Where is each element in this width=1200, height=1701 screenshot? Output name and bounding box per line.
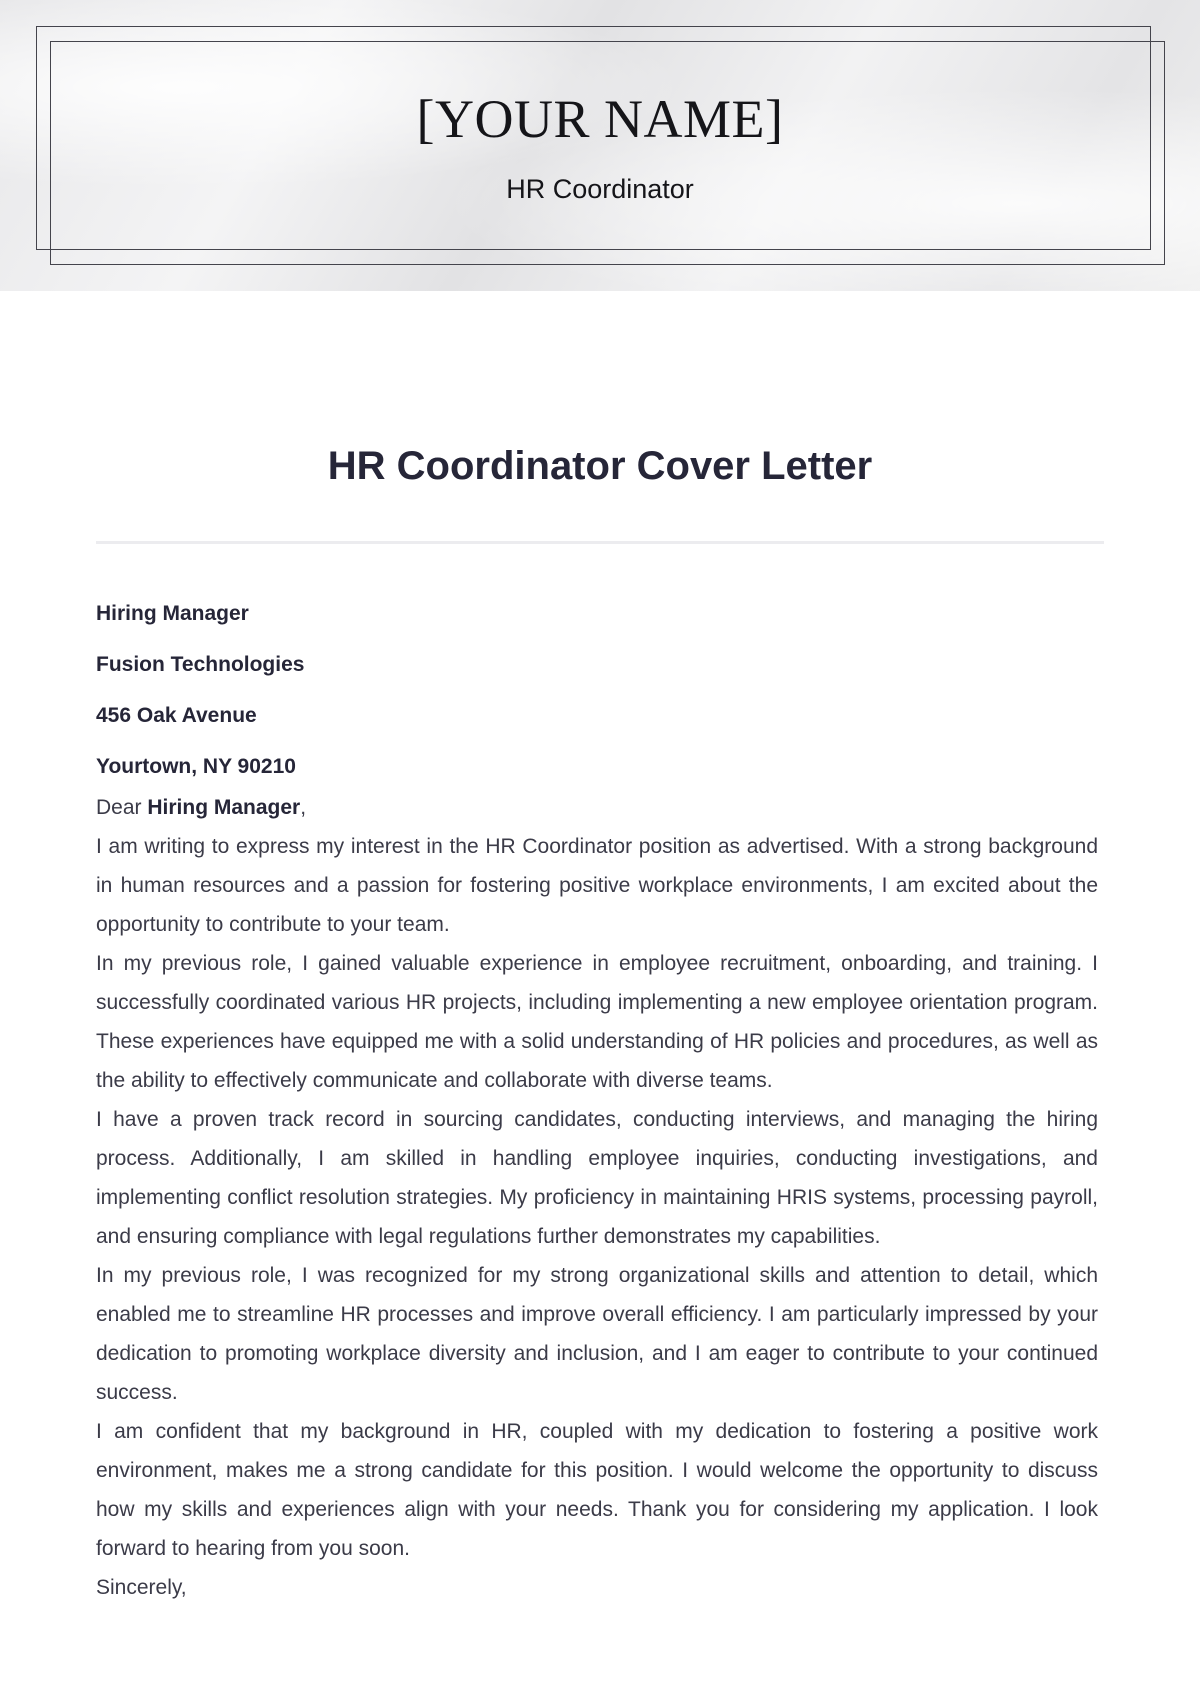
letter-closing: Sincerely, <box>96 1576 187 1599</box>
applicant-name: [YOUR NAME] <box>416 89 784 149</box>
document-title: HR Coordinator Cover Letter <box>327 444 873 488</box>
salutation <box>96 788 1098 827</box>
applicant-job-title: HR Coordinator <box>506 174 694 204</box>
recipient-city: Yourtown, NY 90210 <box>96 755 296 778</box>
letter-paragraph-4: In my previous role, I was recognized for my strong organizational skills and attention to detail, which enabled me to streamline HR processes and improve overall efficiency. I am particularly impressed by your dedication to promoting workplace diversity and inclusion, and I am eager to contribute to your continued success. <box>96 1264 1098 1404</box>
salutation-suffix: , <box>300 796 307 819</box>
salutation-prefix: Dear <box>96 796 142 819</box>
letter-body <box>96 788 1098 1607</box>
letter-paragraph-2: In my previous role, I gained valuable experience in employee recruitment, onboarding, and training. I successfully coordinated various HR projects, including implementing a new employee orientation program. These experiences have equipped me with a solid understanding of HR policies and procedures, as well as the ability to effectively communicate and collaborate with diverse teams. <box>96 952 1098 1092</box>
salutation-name: Hiring Manager <box>147 796 301 819</box>
recipient-name: Hiring Manager <box>96 602 249 625</box>
recipient-company: Fusion Technologies <box>96 653 305 676</box>
letter-paragraph-1: I am writing to express my interest in the HR Coordinator position as advertised. With a strong background in human resources and a passion for fostering positive workplace environments, I am excited about the opportunity to contribute to your team. <box>96 835 1098 936</box>
letter-paragraph-3: I have a proven track record in sourcing candidates, conducting interviews, and managing the hiring process. Additionally, I am skilled in handling employee inquiries, conducting investigations, and implementing conflict resolution strategies. My proficiency in maintaining HRIS systems, processing payroll, and ensuring compliance with legal regulations further demonstrates my capabilities. <box>96 1108 1098 1248</box>
letter-paragraph-5: I am confident that my background in HR, coupled with my dedication to fostering a positive work environment, makes me a strong candidate for this position. I would welcome the opportunity to discuss how my skills and experiences align with your needs. Thank you for considering my application. I look forward to hearing from you soon. <box>96 1420 1098 1560</box>
recipient-street: 456 Oak Avenue <box>96 704 257 727</box>
header-banner <box>0 0 1200 291</box>
title-divider <box>96 541 1104 544</box>
